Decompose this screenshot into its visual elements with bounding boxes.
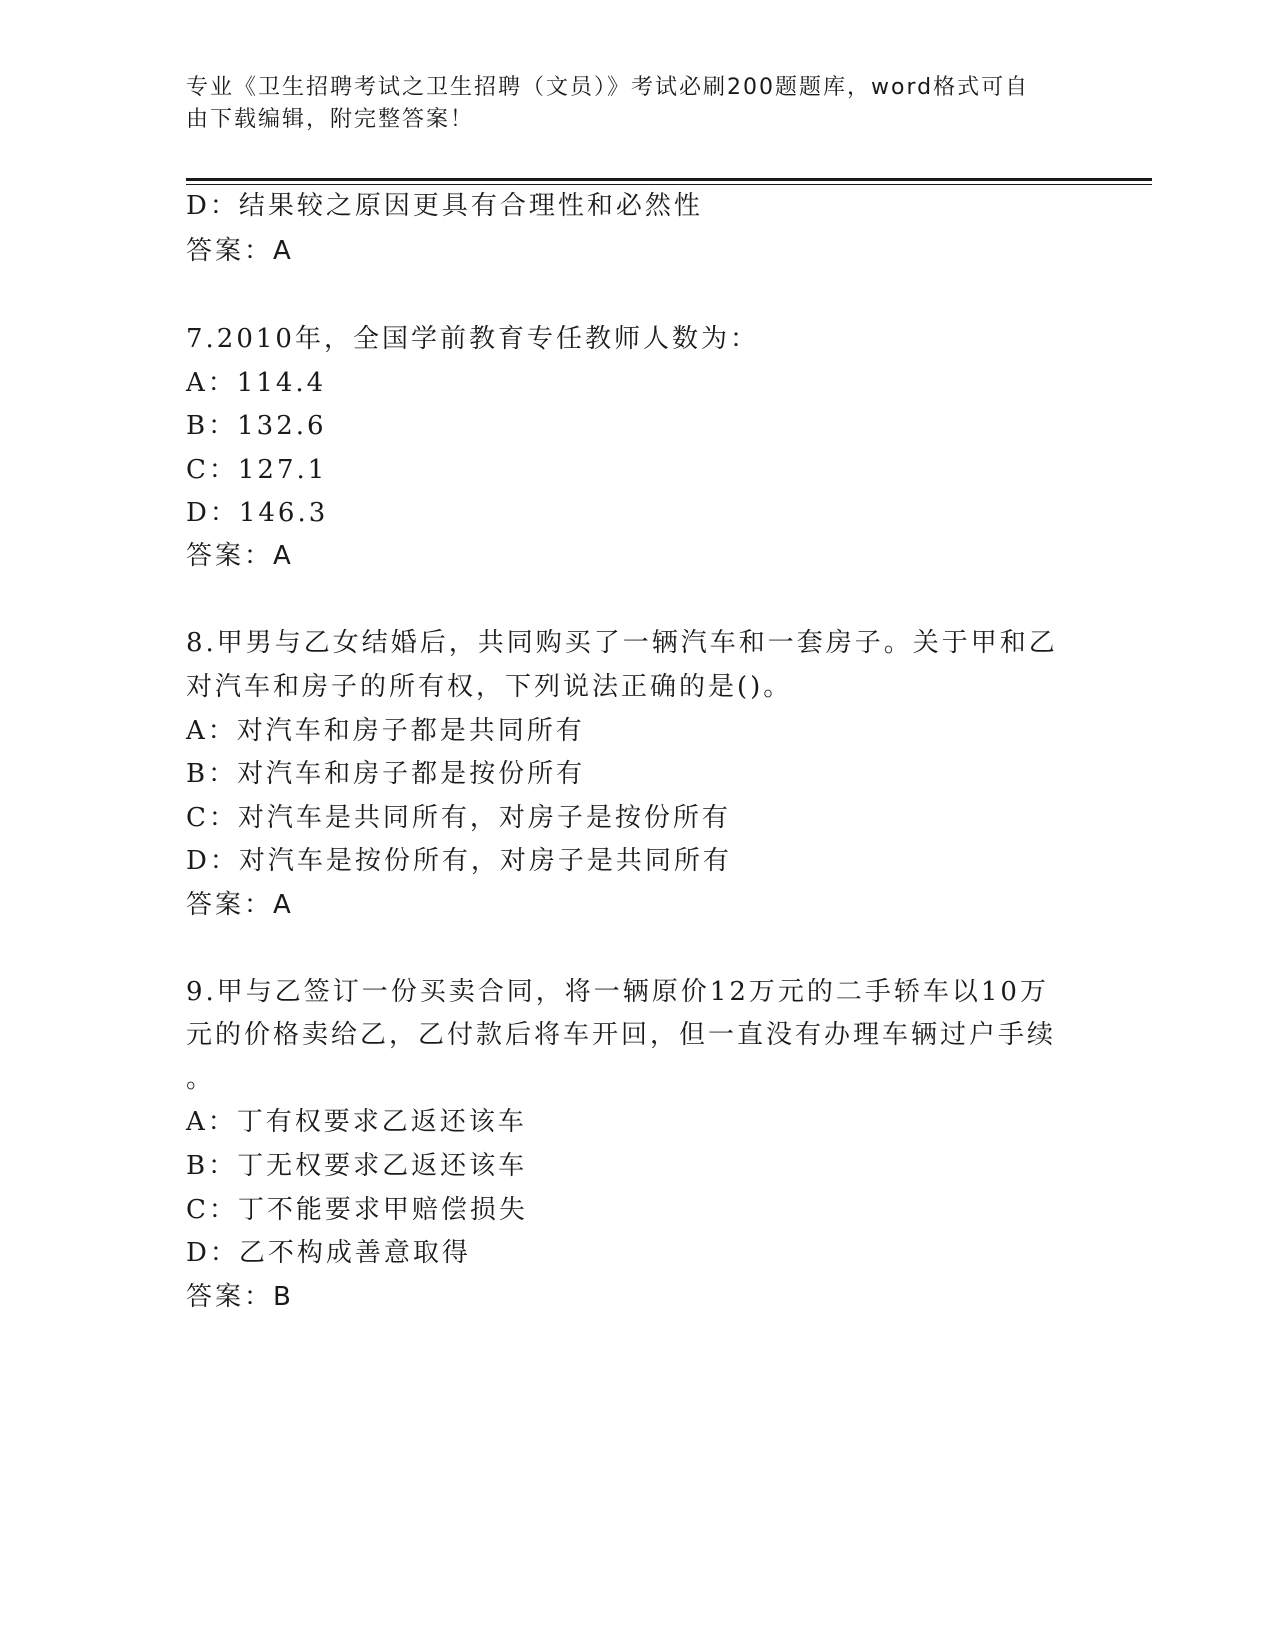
header-divider-thick — [186, 178, 1152, 181]
q8-option-b: B：对汽车和房子都是按份所有 — [186, 759, 586, 789]
q7-option-c: C：127.1 — [186, 455, 328, 485]
q9-stem-line-2: 元的价格卖给乙，乙付款后将车开回，但一直没有办理车辆过户手续 — [186, 1020, 1057, 1050]
q7-option-d: D：146.3 — [186, 498, 329, 528]
document-header — [186, 72, 1066, 136]
q8-option-a: A：对汽车和房子都是共同所有 — [186, 716, 585, 746]
q9-answer: 答案：B — [186, 1282, 294, 1312]
q8-stem-line-2: 对汽车和房子的所有权，下列说法正确的是()。 — [186, 672, 793, 702]
q8-option-c: C：对汽车是共同所有，对房子是按份所有 — [186, 803, 731, 833]
header-line-2: 由下载编辑，附完整答案！ — [186, 107, 475, 132]
q7-option-a: A：114.4 — [186, 368, 327, 398]
q8-stem-line-1: 8.甲男与乙女结婚后，共同购买了一辆汽车和一套房子。关于甲和乙 — [186, 628, 1058, 658]
prev-option-d: D：结果较之原因更具有合理性和必然性 — [186, 191, 703, 221]
prev-answer: 答案：A — [186, 236, 294, 266]
q9-stem-line-3: 。 — [186, 1064, 216, 1094]
q9-option-d: D：乙不构成善意取得 — [186, 1238, 471, 1268]
q8-answer: 答案：A — [186, 890, 294, 920]
header-line-1: 专业《卫生招聘考试之卫生招聘（文员）》考试必刷200题题库，word格式可自 — [186, 75, 1030, 100]
q7-stem: 7.2010年，全国学前教育专任教师人数为： — [186, 324, 759, 354]
q8-option-d: D：对汽车是按份所有，对房子是共同所有 — [186, 846, 732, 876]
q9-option-b: B：丁无权要求乙返还该车 — [186, 1151, 528, 1181]
q9-option-a: A：丁有权要求乙返还该车 — [186, 1107, 527, 1137]
q7-answer: 答案：A — [186, 541, 294, 571]
q9-stem-line-1: 9.甲与乙签订一份买卖合同，将一辆原价12万元的二手轿车以10万 — [186, 977, 1049, 1007]
q7-option-b: B：132.6 — [186, 411, 327, 441]
q9-option-c: C：丁不能要求甲赔偿损失 — [186, 1195, 528, 1225]
